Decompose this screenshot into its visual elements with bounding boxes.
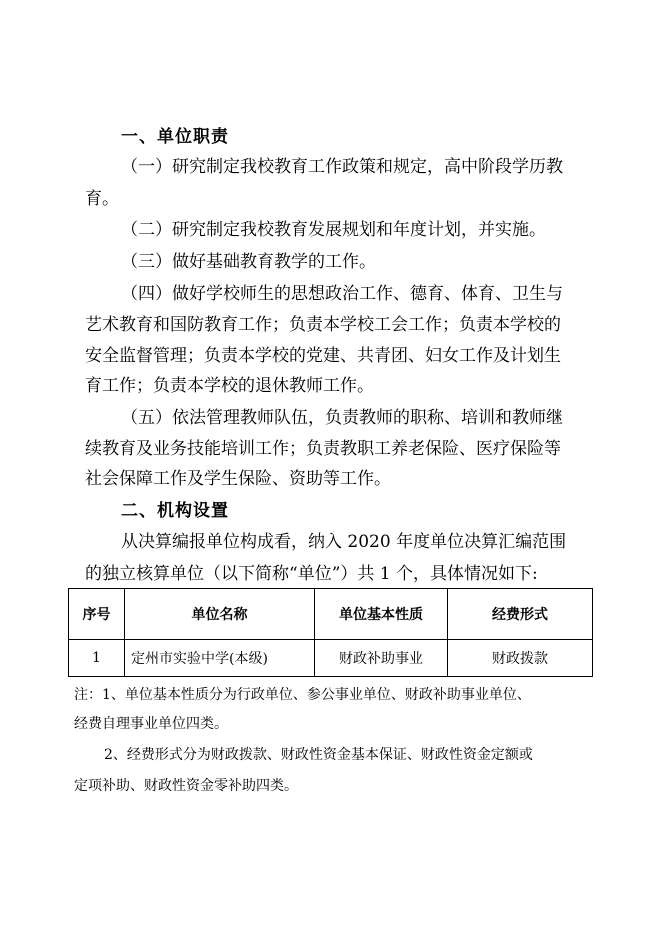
table-header-unit-name: 单位名称 — [125, 589, 315, 640]
note-2-line-2: 定项补助、财政性资金零补助四类。 — [74, 778, 298, 794]
section-2-intro-line-1: 从决算编报单位构成看，纳入 2020 年度单位决算汇编范围 — [121, 532, 567, 552]
table-header-row — [69, 589, 593, 640]
item-5-line-3: 社会保障工作及学生保险、资助等工作。 — [85, 469, 391, 489]
section-2-intro-line-2: 的独立核算单位（以下简称“单位”）共 1 个，具体情况如下: — [85, 564, 538, 584]
item-5-line-1: （五）依法管理教师队伍，负责教师的职称、培训和教师继 — [121, 408, 563, 428]
item-4-line-4: 育工作；负责本学校的退休教师工作。 — [85, 376, 374, 396]
note-1-line-1: 注：1、单位基本性质分为行政单位、参公事业单位、财政补助事业单位、 — [74, 687, 531, 703]
table-cell-unit-nature: 财政补助事业 — [315, 640, 448, 677]
section-2-heading: 二、机构设置 — [121, 501, 229, 521]
item-4-line-2: 艺术教育和国防教育工作；负责本学校工会工作；负责本学校的 — [85, 315, 561, 335]
table-row — [69, 640, 593, 677]
table-header-funding-type: 经费形式 — [448, 589, 593, 640]
note-2-line-1: 2、经费形式分为财政拨款、财政性资金基本保证、财政性资金定额或 — [104, 747, 533, 763]
table-cell-index: 1 — [69, 640, 125, 677]
note-1-line-2: 经费自理事业单位四类。 — [74, 716, 228, 732]
unit-table — [68, 588, 593, 677]
item-1-line-2: 育。 — [85, 189, 119, 209]
item-2-line-1: （二）研究制定我校教育发展规划和年度计划，并实施。 — [121, 220, 546, 240]
table-cell-funding-type: 财政拨款 — [448, 640, 593, 677]
item-4-line-1: （四）做好学校师生的思想政治工作、德育、体育、卫生与 — [121, 284, 563, 304]
item-5-line-2: 续教育及业务技能培训工作；负责教职工养老保险、医疗保险等 — [85, 439, 561, 459]
table-cell-unit-name: 定州市实验中学(本级) — [125, 640, 315, 677]
table-header-unit-nature: 单位基本性质 — [315, 589, 448, 640]
item-1-line-1: （一）研究制定我校教育工作政策和规定，高中阶段学历教 — [121, 157, 563, 177]
section-1-heading: 一、单位职责 — [121, 127, 229, 147]
table-header-index: 序号 — [69, 589, 125, 640]
item-4-line-3: 安全监督管理；负责本学校的党建、共青团、妇女工作及计划生 — [85, 346, 561, 366]
item-3-line-1: （三）做好基础教育教学的工作。 — [121, 252, 376, 272]
